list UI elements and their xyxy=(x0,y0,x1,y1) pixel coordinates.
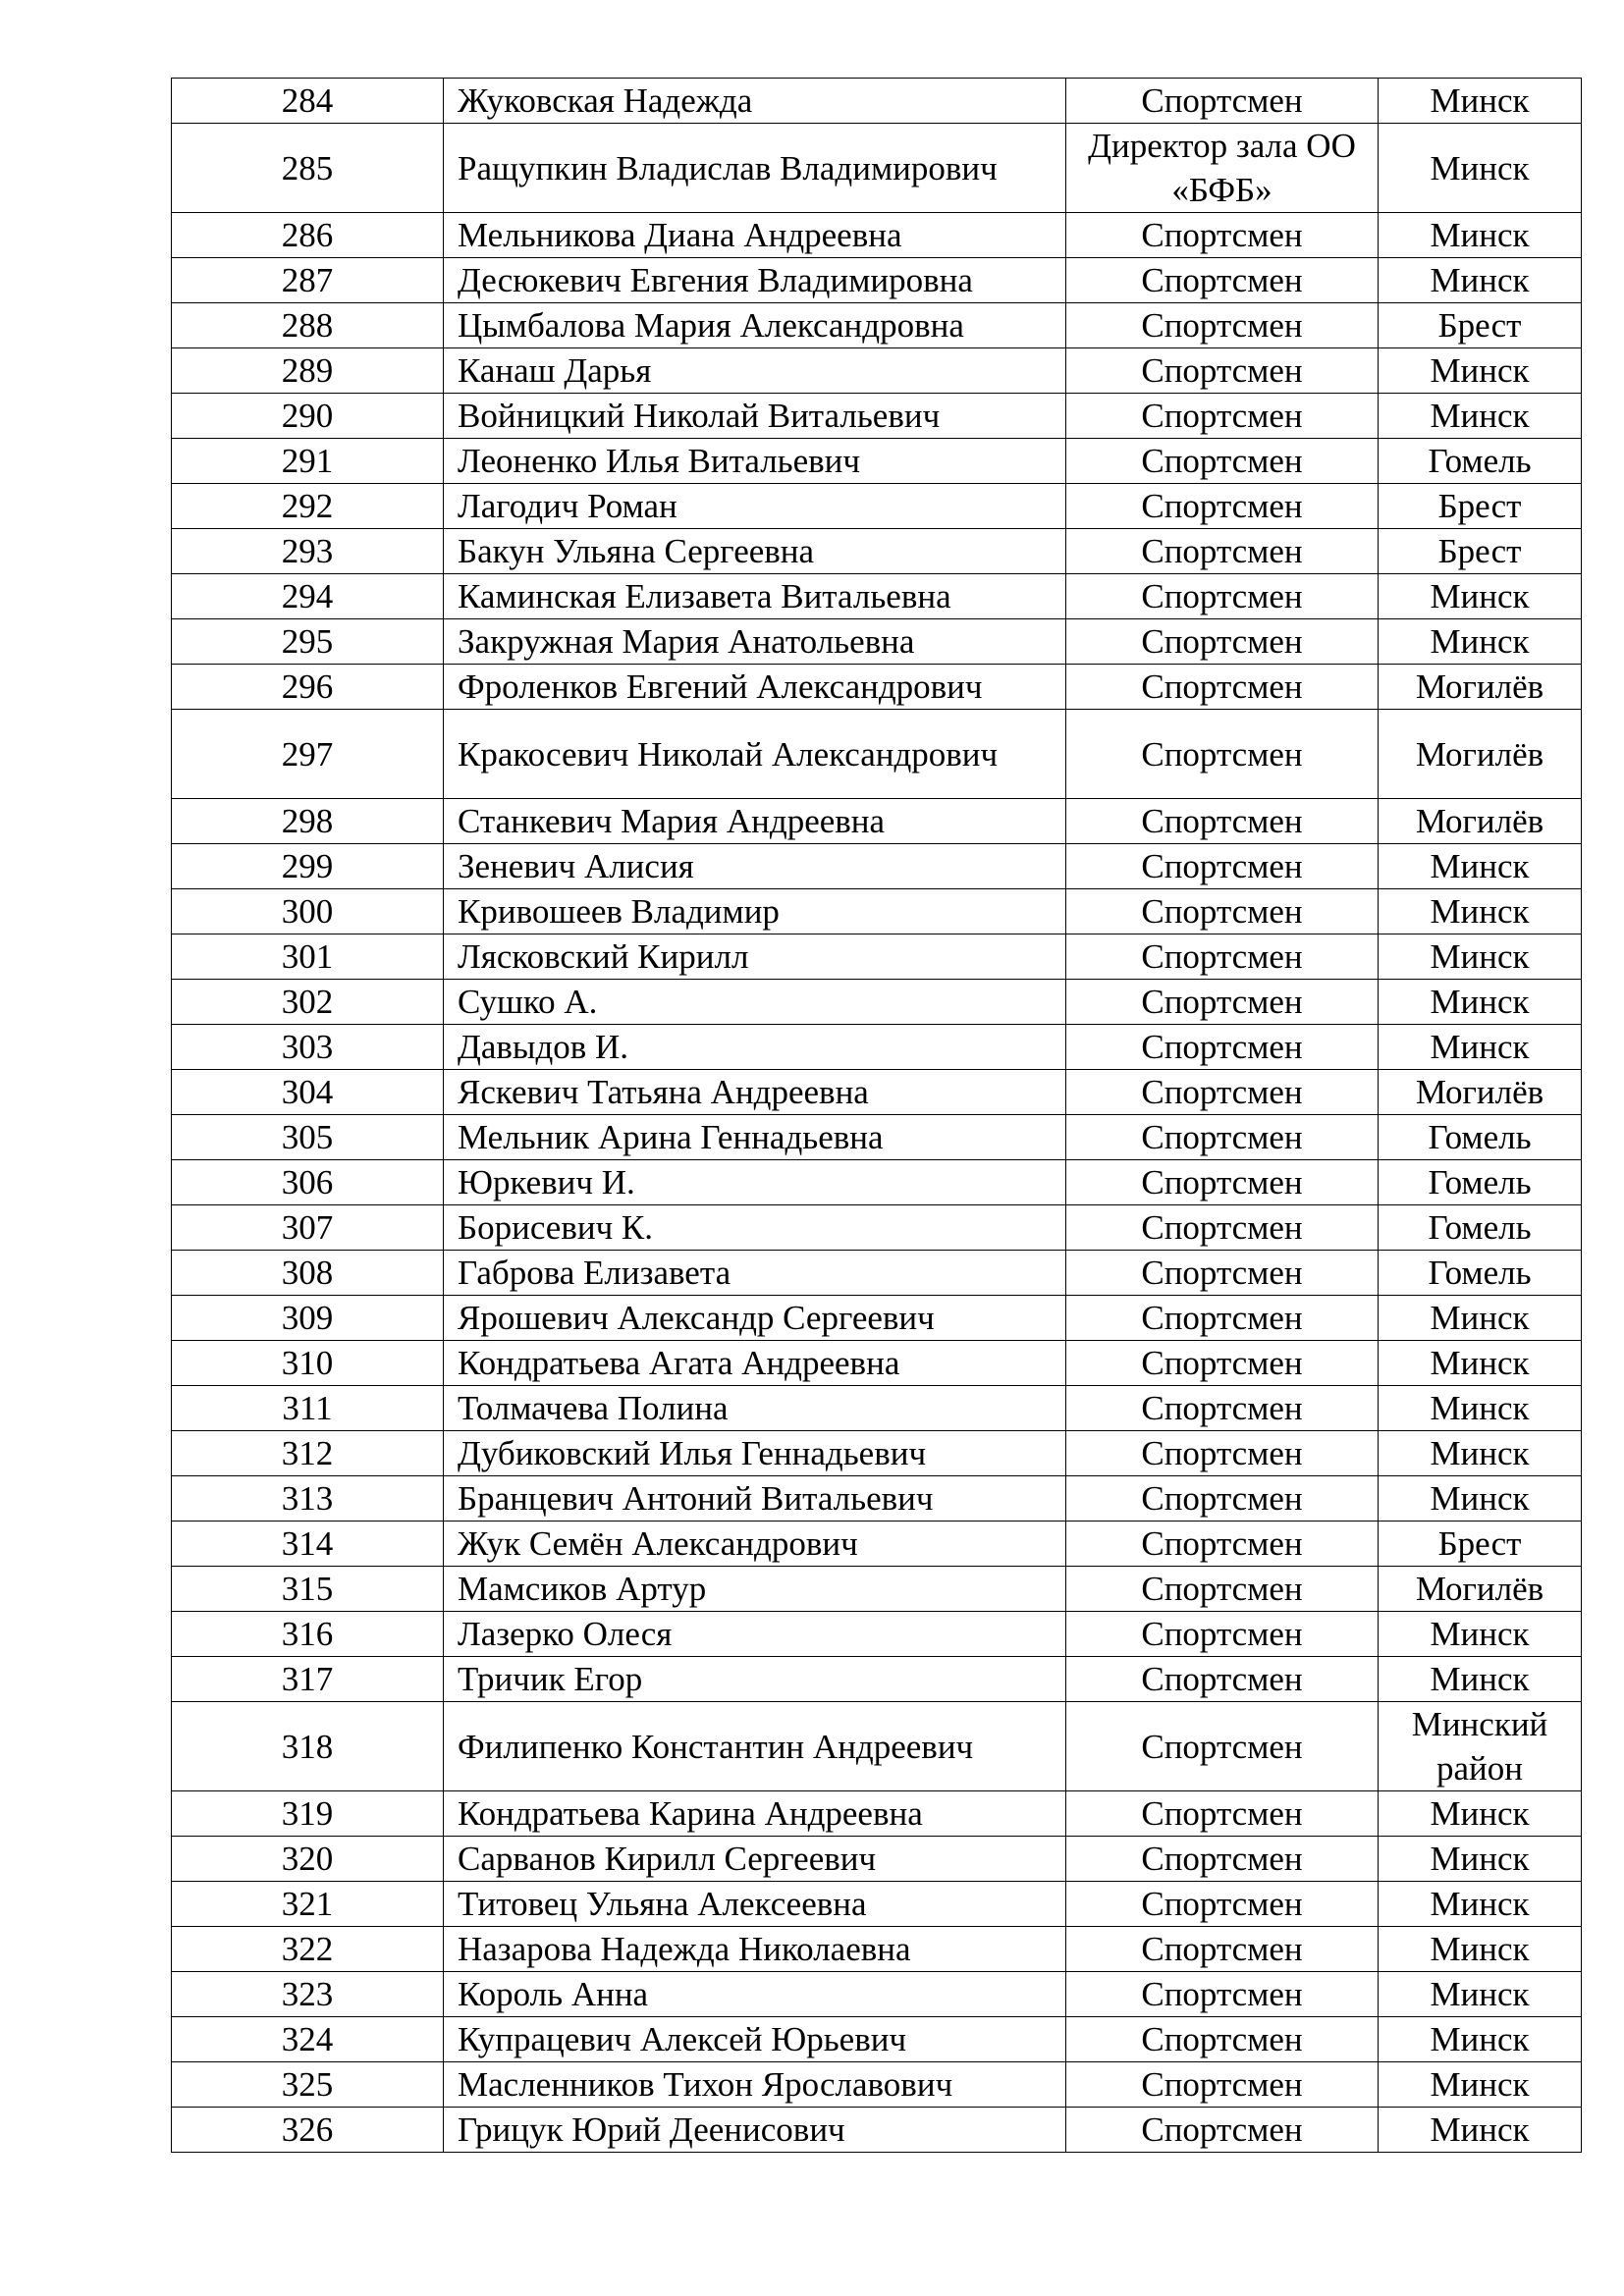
table-row xyxy=(172,1522,1582,1567)
city-cell: Минск xyxy=(1379,1476,1582,1522)
role-cell: Спортсмен xyxy=(1066,665,1379,710)
city-cell: Минск xyxy=(1379,889,1582,934)
role-cell: Спортсмен xyxy=(1066,1296,1379,1341)
role-cell: Спортсмен xyxy=(1066,79,1379,124)
participant-name-cell: Лазерко Олеся xyxy=(444,1612,1066,1657)
role-cell: Спортсмен xyxy=(1066,1837,1379,1882)
table-row xyxy=(172,79,1582,124)
city-cell: Брест xyxy=(1379,529,1582,574)
participant-name-cell: Жук Семён Александрович xyxy=(444,1522,1066,1567)
row-number-cell: 326 xyxy=(172,2108,444,2153)
role-cell: Спортсмен xyxy=(1066,1025,1379,1070)
row-number-cell: 322 xyxy=(172,1927,444,1972)
role-cell: Спортсмен xyxy=(1066,348,1379,394)
participant-name-cell: Бакун Ульяна Сергеевна xyxy=(444,529,1066,574)
role-cell: Спортсмен xyxy=(1066,2108,1379,2153)
table-row xyxy=(172,1612,1582,1657)
city-cell: Минск xyxy=(1379,124,1582,213)
participant-name-cell: Яскевич Татьяна Андреевна xyxy=(444,1070,1066,1115)
table-row xyxy=(172,889,1582,934)
role-cell: Спортсмен xyxy=(1066,1205,1379,1251)
city-cell: Гомель xyxy=(1379,1160,1582,1205)
role-cell: Спортсмен xyxy=(1066,2017,1379,2062)
row-number-cell: 313 xyxy=(172,1476,444,1522)
role-cell: Спортсмен xyxy=(1066,2062,1379,2108)
city-cell: Минский район xyxy=(1379,1702,1582,1791)
participant-name-cell: Мельникова Диана Андреевна xyxy=(444,213,1066,258)
participant-name-cell: Цымбалова Мария Александровна xyxy=(444,303,1066,348)
role-cell: Спортсмен xyxy=(1066,439,1379,484)
role-cell: Спортсмен xyxy=(1066,1160,1379,1205)
table-row xyxy=(172,2062,1582,2108)
row-number-cell: 290 xyxy=(172,394,444,439)
role-cell: Спортсмен xyxy=(1066,980,1379,1025)
role-cell: Спортсмен xyxy=(1066,1522,1379,1567)
table-row xyxy=(172,1341,1582,1386)
table-row xyxy=(172,1882,1582,1927)
row-number-cell: 297 xyxy=(172,710,444,799)
participant-name-cell: Дубиковский Илья Геннадьевич xyxy=(444,1431,1066,1476)
row-number-cell: 325 xyxy=(172,2062,444,2108)
table-body xyxy=(172,79,1582,2153)
role-cell: Спортсмен xyxy=(1066,303,1379,348)
participant-name-cell: Закружная Мария Анатольевна xyxy=(444,619,1066,665)
city-cell: Минск xyxy=(1379,844,1582,889)
city-cell: Гомель xyxy=(1379,1205,1582,1251)
row-number-cell: 294 xyxy=(172,574,444,619)
city-cell: Могилёв xyxy=(1379,665,1582,710)
role-cell: Спортсмен xyxy=(1066,529,1379,574)
row-number-cell: 321 xyxy=(172,1882,444,1927)
role-cell: Спортсмен xyxy=(1066,1341,1379,1386)
city-cell: Минск xyxy=(1379,1882,1582,1927)
city-cell: Брест xyxy=(1379,484,1582,529)
city-cell: Минск xyxy=(1379,2062,1582,2108)
participant-name-cell: Грицук Юрий Деенисович xyxy=(444,2108,1066,2153)
city-cell: Минск xyxy=(1379,574,1582,619)
participant-name-cell: Борисевич К. xyxy=(444,1205,1066,1251)
city-cell: Минск xyxy=(1379,934,1582,980)
row-number-cell: 307 xyxy=(172,1205,444,1251)
participant-name-cell: Канаш Дарья xyxy=(444,348,1066,394)
table-row xyxy=(172,934,1582,980)
city-cell: Минск xyxy=(1379,1612,1582,1657)
participant-name-cell: Толмачева Полина xyxy=(444,1386,1066,1431)
participant-name-cell: Леоненко Илья Витальевич xyxy=(444,439,1066,484)
role-cell: Спортсмен xyxy=(1066,1476,1379,1522)
participant-name-cell: Кракосевич Николай Александрович xyxy=(444,710,1066,799)
participant-name-cell: Король Анна xyxy=(444,1972,1066,2017)
role-cell: Спортсмен xyxy=(1066,258,1379,303)
table-row xyxy=(172,1296,1582,1341)
row-number-cell: 289 xyxy=(172,348,444,394)
role-cell: Спортсмен xyxy=(1066,1115,1379,1160)
row-number-cell: 315 xyxy=(172,1567,444,1612)
city-cell: Могилёв xyxy=(1379,710,1582,799)
participant-name-cell: Зеневич Алисия xyxy=(444,844,1066,889)
role-cell: Спортсмен xyxy=(1066,844,1379,889)
city-cell: Минск xyxy=(1379,1657,1582,1702)
role-cell: Спортсмен xyxy=(1066,1431,1379,1476)
participant-name-cell: Лагодич Роман xyxy=(444,484,1066,529)
table-row xyxy=(172,1972,1582,2017)
participant-name-cell: Станкевич Мария Андреевна xyxy=(444,799,1066,844)
row-number-cell: 314 xyxy=(172,1522,444,1567)
row-number-cell: 299 xyxy=(172,844,444,889)
participant-name-cell: Войницкий Николай Витальевич xyxy=(444,394,1066,439)
role-cell: Спортсмен xyxy=(1066,710,1379,799)
table-row xyxy=(172,1160,1582,1205)
participant-name-cell: Ращупкин Владислав Владимирович xyxy=(444,124,1066,213)
document-page xyxy=(171,78,1581,2153)
row-number-cell: 306 xyxy=(172,1160,444,1205)
role-cell: Спортсмен xyxy=(1066,484,1379,529)
row-number-cell: 285 xyxy=(172,124,444,213)
role-cell: Спортсмен xyxy=(1066,1927,1379,1972)
row-number-cell: 312 xyxy=(172,1431,444,1476)
participant-name-cell: Бранцевич Антоний Витальевич xyxy=(444,1476,1066,1522)
table-row xyxy=(172,1837,1582,1882)
row-number-cell: 296 xyxy=(172,665,444,710)
table-row xyxy=(172,1791,1582,1837)
participant-name-cell: Кондратьева Агата Андреевна xyxy=(444,1341,1066,1386)
city-cell: Минск xyxy=(1379,348,1582,394)
participant-name-cell: Лясковский Кирилл xyxy=(444,934,1066,980)
participant-name-cell: Мамсиков Артур xyxy=(444,1567,1066,1612)
table-row xyxy=(172,665,1582,710)
row-number-cell: 319 xyxy=(172,1791,444,1837)
row-number-cell: 288 xyxy=(172,303,444,348)
city-cell: Гомель xyxy=(1379,1115,1582,1160)
row-number-cell: 320 xyxy=(172,1837,444,1882)
city-cell: Минск xyxy=(1379,619,1582,665)
table-row xyxy=(172,394,1582,439)
row-number-cell: 298 xyxy=(172,799,444,844)
table-row xyxy=(172,1115,1582,1160)
table-row xyxy=(172,1657,1582,1702)
row-number-cell: 323 xyxy=(172,1972,444,2017)
table-row xyxy=(172,303,1582,348)
participant-name-cell: Кривошеев Владимир xyxy=(444,889,1066,934)
participant-name-cell: Филипенко Константин Андреевич xyxy=(444,1702,1066,1791)
city-cell: Минск xyxy=(1379,1927,1582,1972)
role-cell: Спортсмен xyxy=(1066,1702,1379,1791)
role-cell: Спортсмен xyxy=(1066,1612,1379,1657)
city-cell: Минск xyxy=(1379,2108,1582,2153)
table-row xyxy=(172,1251,1582,1296)
row-number-cell: 300 xyxy=(172,889,444,934)
row-number-cell: 292 xyxy=(172,484,444,529)
table-row xyxy=(172,574,1582,619)
role-cell: Спортсмен xyxy=(1066,889,1379,934)
participant-name-cell: Кондратьева Карина Андреевна xyxy=(444,1791,1066,1837)
role-cell: Спортсмен xyxy=(1066,213,1379,258)
city-cell: Минск xyxy=(1379,1431,1582,1476)
table-row xyxy=(172,2017,1582,2062)
city-cell: Минск xyxy=(1379,1386,1582,1431)
row-number-cell: 324 xyxy=(172,2017,444,2062)
city-cell: Брест xyxy=(1379,303,1582,348)
city-cell: Минск xyxy=(1379,1025,1582,1070)
row-number-cell: 309 xyxy=(172,1296,444,1341)
city-cell: Минск xyxy=(1379,1296,1582,1341)
table-row xyxy=(172,1567,1582,1612)
role-cell: Спортсмен xyxy=(1066,934,1379,980)
role-cell: Спортсмен xyxy=(1066,1657,1379,1702)
row-number-cell: 286 xyxy=(172,213,444,258)
role-cell: Спортсмен xyxy=(1066,1791,1379,1837)
city-cell: Могилёв xyxy=(1379,1567,1582,1612)
table-row xyxy=(172,2108,1582,2153)
participant-name-cell: Мельник Арина Геннадьевна xyxy=(444,1115,1066,1160)
row-number-cell: 308 xyxy=(172,1251,444,1296)
table-row xyxy=(172,799,1582,844)
participant-name-cell: Юркевич И. xyxy=(444,1160,1066,1205)
city-cell: Минск xyxy=(1379,980,1582,1025)
participant-name-cell: Давыдов И. xyxy=(444,1025,1066,1070)
row-number-cell: 287 xyxy=(172,258,444,303)
row-number-cell: 302 xyxy=(172,980,444,1025)
city-cell: Гомель xyxy=(1379,1251,1582,1296)
row-number-cell: 310 xyxy=(172,1341,444,1386)
city-cell: Минск xyxy=(1379,213,1582,258)
row-number-cell: 301 xyxy=(172,934,444,980)
participant-name-cell: Габрова Елизавета xyxy=(444,1251,1066,1296)
row-number-cell: 291 xyxy=(172,439,444,484)
participant-name-cell: Титовец Ульяна Алексеевна xyxy=(444,1882,1066,1927)
table-row xyxy=(172,1431,1582,1476)
participant-name-cell: Сушко А. xyxy=(444,980,1066,1025)
city-cell: Минск xyxy=(1379,1972,1582,2017)
table-row xyxy=(172,1070,1582,1115)
table-row xyxy=(172,844,1582,889)
city-cell: Минск xyxy=(1379,1341,1582,1386)
city-cell: Минск xyxy=(1379,1791,1582,1837)
table-row xyxy=(172,1386,1582,1431)
participant-name-cell: Сарванов Кирилл Сергеевич xyxy=(444,1837,1066,1882)
row-number-cell: 311 xyxy=(172,1386,444,1431)
city-cell: Брест xyxy=(1379,1522,1582,1567)
row-number-cell: 295 xyxy=(172,619,444,665)
table-row xyxy=(172,258,1582,303)
row-number-cell: 284 xyxy=(172,79,444,124)
city-cell: Минск xyxy=(1379,79,1582,124)
table-row xyxy=(172,1927,1582,1972)
role-cell: Спортсмен xyxy=(1066,1882,1379,1927)
role-cell: Спортсмен xyxy=(1066,619,1379,665)
role-cell: Спортсмен xyxy=(1066,1070,1379,1115)
row-number-cell: 305 xyxy=(172,1115,444,1160)
row-number-cell: 304 xyxy=(172,1070,444,1115)
table-row xyxy=(172,439,1582,484)
participant-name-cell: Жуковская Надежда xyxy=(444,79,1066,124)
role-cell: Спортсмен xyxy=(1066,574,1379,619)
table-row xyxy=(172,980,1582,1025)
table-row xyxy=(172,348,1582,394)
participant-name-cell: Тричик Егор xyxy=(444,1657,1066,1702)
participant-name-cell: Фроленков Евгений Александрович xyxy=(444,665,1066,710)
table-row xyxy=(172,529,1582,574)
role-cell: Спортсмен xyxy=(1066,1567,1379,1612)
participant-name-cell: Десюкевич Евгения Владимировна xyxy=(444,258,1066,303)
role-cell: Спортсмен xyxy=(1066,1251,1379,1296)
city-cell: Минск xyxy=(1379,2017,1582,2062)
city-cell: Гомель xyxy=(1379,439,1582,484)
table-row xyxy=(172,1476,1582,1522)
table-row xyxy=(172,484,1582,529)
role-cell: Спортсмен xyxy=(1066,394,1379,439)
row-number-cell: 318 xyxy=(172,1702,444,1791)
table-row xyxy=(172,1702,1582,1791)
role-cell: Спортсмен xyxy=(1066,1972,1379,2017)
table-row xyxy=(172,213,1582,258)
table-row xyxy=(172,710,1582,799)
city-cell: Могилёв xyxy=(1379,1070,1582,1115)
role-cell: Директор зала ОО «БФБ» xyxy=(1066,124,1379,213)
city-cell: Минск xyxy=(1379,394,1582,439)
role-cell: Спортсмен xyxy=(1066,799,1379,844)
participant-name-cell: Ярошевич Александр Сергеевич xyxy=(444,1296,1066,1341)
participant-name-cell: Масленников Тихон Ярославович xyxy=(444,2062,1066,2108)
role-cell: Спортсмен xyxy=(1066,1386,1379,1431)
table-row xyxy=(172,619,1582,665)
participants-table xyxy=(171,78,1582,2153)
city-cell: Минск xyxy=(1379,1837,1582,1882)
row-number-cell: 303 xyxy=(172,1025,444,1070)
participant-name-cell: Назарова Надежда Николаевна xyxy=(444,1927,1066,1972)
participant-name-cell: Купрацевич Алексей Юрьевич xyxy=(444,2017,1066,2062)
row-number-cell: 293 xyxy=(172,529,444,574)
city-cell: Минск xyxy=(1379,258,1582,303)
city-cell: Могилёв xyxy=(1379,799,1582,844)
participant-name-cell: Каминская Елизавета Витальевна xyxy=(444,574,1066,619)
table-row xyxy=(172,1205,1582,1251)
table-row xyxy=(172,1025,1582,1070)
table-row xyxy=(172,124,1582,213)
row-number-cell: 316 xyxy=(172,1612,444,1657)
row-number-cell: 317 xyxy=(172,1657,444,1702)
